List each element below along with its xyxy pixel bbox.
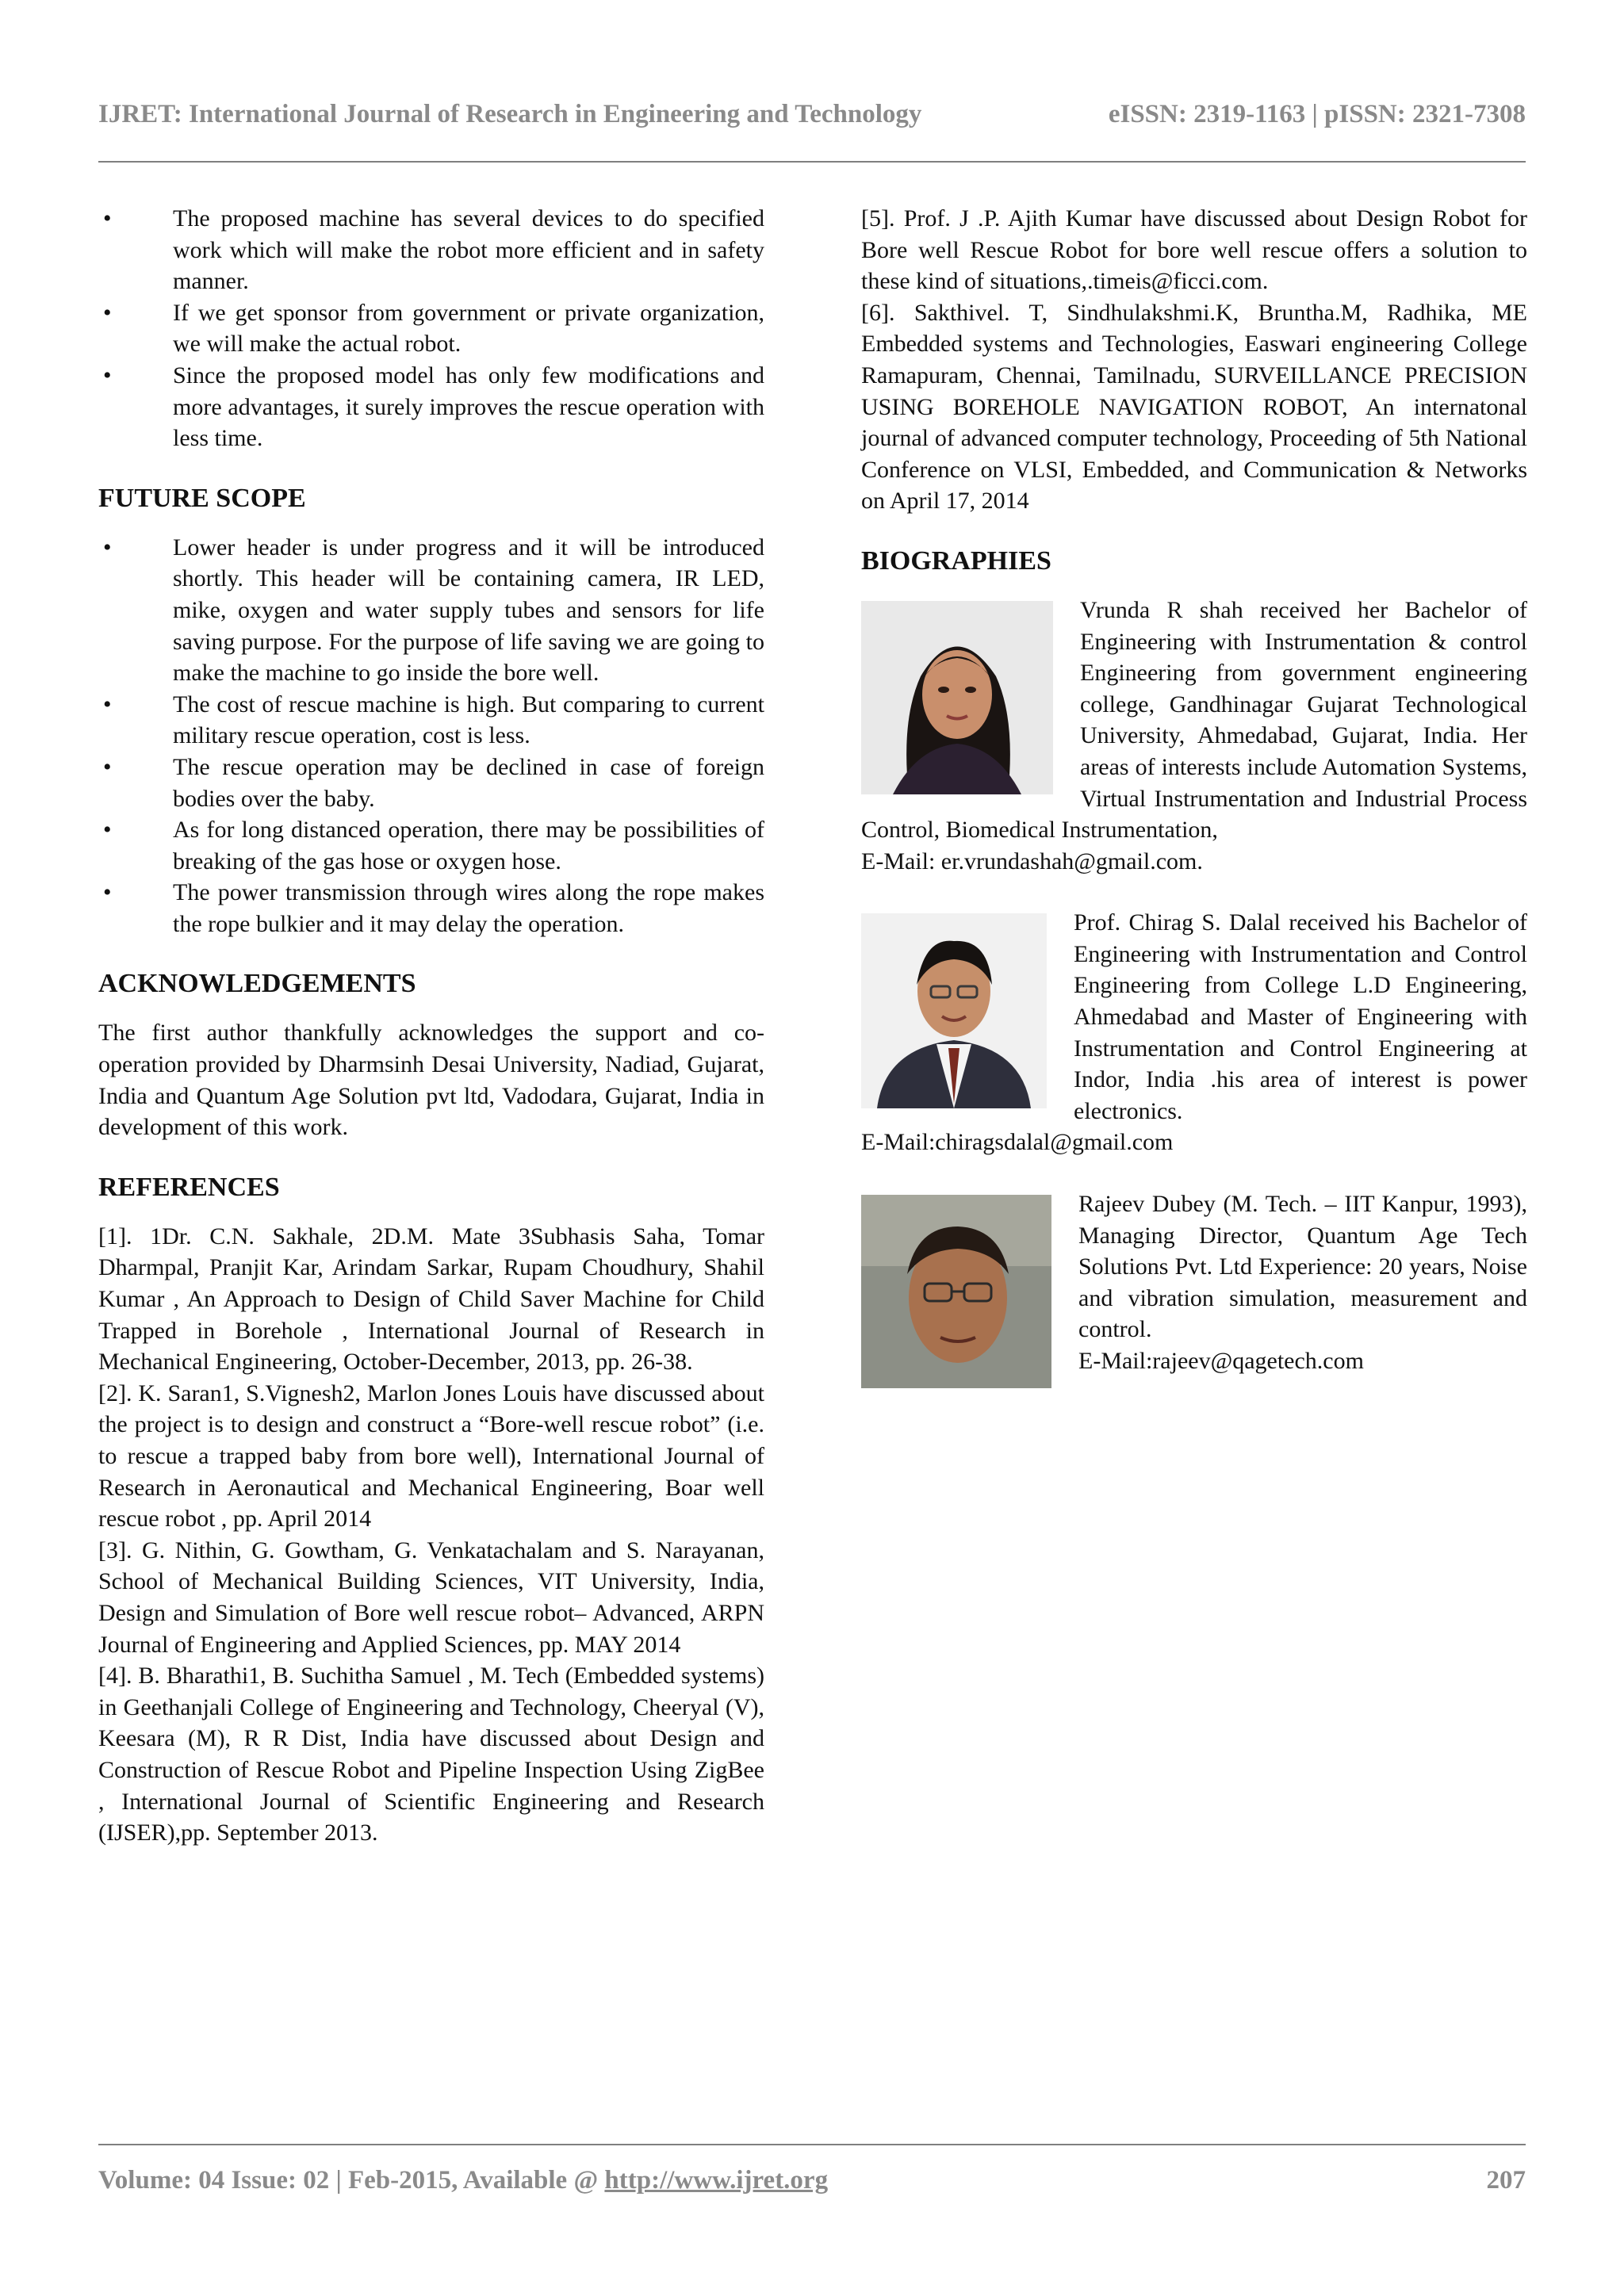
footer-rule	[98, 2144, 1526, 2145]
header-rule	[98, 161, 1526, 163]
bullet-icon: •	[103, 362, 112, 388]
biographies-heading: BIOGRAPHIES	[861, 545, 1051, 576]
biography-chirag	[861, 907, 1527, 1158]
future-scope-list	[98, 532, 764, 940]
portrait-image	[861, 1195, 1051, 1388]
list-item: • If we get sponsor from government or private organization, we will make the actual robot.	[98, 297, 764, 360]
spacer	[861, 877, 1527, 907]
right-column	[861, 203, 1527, 1388]
biography-rajeev	[861, 1188, 1527, 1388]
reference-6: [6]. Sakthivel. T, Sindhulakshmi.K, Bruntha.M, Radhika, ME Embedded systems and Technologies, Easwari engineering College Ramapuram, Chennai, Tamilnadu, SURVEILLANCE PRECISION USING BOREHOLE NAVIGATION ROBOT, An internatonal journal of advanced computer technology, Proceeding of 5th National Conference on VLSI, Embedded, and Communication & Networks on April 17, 2014	[861, 299, 1527, 515]
portrait-image	[861, 913, 1047, 1108]
reference-1: [1]. 1Dr. C.N. Sakhale, 2D.M. Mate 3Subhasis Saha, Tomar Dharmpal, Pranjit Kar, Arindam Sarkar, Rupam Choudhury, Shahil Kumar , An Approach to Design of Child Saver Machine for Child Trapped in Borehole , International Journal of Research in Mechanical Engineering, October-December, 2013, pp. 26-38.	[98, 1223, 764, 1376]
list-item: • Since the proposed model has only few modifications and more advantages, it surely improves the rescue operation with less time.	[98, 360, 764, 454]
list-item: • The proposed machine has several devices to do specified work which will make the robot more efficient and in safety manner.	[98, 203, 764, 297]
reference-5: [5]. Prof. J .P. Ajith Kumar have discussed about Design Robot for Bore well Rescue Robot for bore well rescue offers a solution to these kind of situations,.timeis@ficci.com.	[861, 205, 1527, 295]
footer-volume: Volume: 04 Issue: 02 | Feb-2015, Available @ http://www.ijret.org	[98, 2166, 829, 2195]
reference-4: [4]. B. Bharathi1, B. Suchitha Samuel , M. Tech (Embedded systems) in Geethanjali College of Engineering and Technology, Cheeryal (V), Keesara (M), R R Dist, India have discussed about Design and Construction of Rescue Robot and Pipeline Inspection Using ZigBee , International Journal of Scientific Engineering and Research (IJSER),pp. September 2013.	[98, 1663, 764, 1846]
running-header	[98, 94, 1526, 141]
issn: eISSN: 2319-1163 | pISSN: 2321-7308	[1108, 100, 1526, 128]
author-photo-rajeev	[861, 1195, 1051, 1388]
biography-text: Rajeev Dubey (M. Tech. – IIT Kanpur, 1993), Managing Director, Quantum Age Tech Solutions Pvt. Ltd Experience: 20 years, Noise and vibration simulation, measurement and control.	[1078, 1191, 1527, 1343]
references-heading: REFERENCES	[98, 1172, 280, 1202]
future-scope-heading: FUTURE SCOPE	[98, 483, 306, 513]
bullet-icon: •	[103, 205, 112, 232]
biography-text: Prof. Chirag S. Dalal received his Bachelor of Engineering with Instrumentation and Control Engineering from College L.D Engineering, Ahmedabad and Master of Engineering with Instrumentation and Control Engineering at Indor, India .his area of interest is power electronics.	[1074, 909, 1527, 1124]
bullet-icon: •	[103, 299, 112, 326]
bullet-icon: •	[103, 691, 112, 718]
list-item: • As for long distanced operation, there may be possibilities of breaking of the gas hose or oxygen hose.	[98, 814, 764, 877]
acknowledgements-text: The first author thankfully acknowledges the support and co-operation provided by Dharmsinh Desai University, Nadiad, Gujarat, India and Quantum Age Solution pvt ltd, Vadodara, Gujarat, India in development of this work.	[98, 1020, 764, 1141]
list-item: • The cost of rescue machine is high. But comparing to current military rescue operation, cost is less.	[98, 689, 764, 752]
left-column	[98, 203, 764, 1849]
biography-email: E-Mail:chiragsdalal@gmail.com	[861, 1129, 1174, 1156]
list-item: • Lower header is under progress and it will be introduced shortly. This header will be containing camera, IR LED, mike, oxygen and water supply tubes and sensors for life saving purpose. For the purpose of life saving we are going to make the machine to go inside the bore well.	[98, 532, 764, 689]
biography-email: E-Mail: er.vrundashah@gmail.com.	[861, 848, 1203, 874]
page-number: 207	[1486, 2166, 1526, 2195]
journal-link[interactable]: http://www.ijret.org	[604, 2166, 829, 2195]
bullet-icon: •	[103, 534, 112, 561]
author-photo-chirag	[861, 913, 1047, 1108]
bullet-icon: •	[103, 879, 112, 906]
conclusion-bullets	[98, 203, 764, 454]
running-footer	[98, 2166, 1526, 2204]
biography-email: E-Mail:rajeev@qagetech.com	[1078, 1348, 1364, 1374]
list-item: • The rescue operation may be declined in case of foreign bodies over the baby.	[98, 752, 764, 814]
list-item: • The power transmission through wires along the rope makes the rope bulkier and it may delay the operation.	[98, 877, 764, 939]
bullet-icon: •	[103, 753, 112, 780]
portrait-image	[861, 601, 1053, 794]
biography-text: Vrunda R shah received her Bachelor of Engineering with Instrumentation & control Engineering from government engineering college, Gandhinagar Gujarat Technological University, Ahmedabad, Gujarat, India. Her areas of interests include Automation Systems, Virtual Instrumentation and Industrial Process Control, Biomedical Instrumentation,	[861, 596, 1527, 844]
spacer	[861, 1158, 1527, 1188]
biography-vrunda	[861, 595, 1527, 877]
bullet-icon: •	[103, 817, 112, 844]
author-photo-vrunda	[861, 601, 1053, 794]
reference-3: [3]. G. Nithin, G. Gowtham, G. Venkatachalam and S. Narayanan, School of Mechanical Building Sciences, VIT University, India, Design and Simulation of Bore well rescue robot– Advanced, ARPN Journal of Engineering and Applied Sciences, pp. MAY 2014	[98, 1536, 764, 1658]
journal-name: IJRET: International Journal of Research in Engineering and Technology	[98, 100, 922, 128]
reference-2: [2]. K. Saran1, S.Vignesh2, Marlon Jones Louis have discussed about the project is to design and construct a “Bore-well rescue robot” (i.e. to rescue a trapped baby from bore well), International Journal of Research in Aeronautical and Mechanical Engineering, Boar well rescue robot , pp. April 2014	[98, 1380, 764, 1533]
acknowledgements-heading: ACKNOWLEDGEMENTS	[98, 969, 416, 999]
